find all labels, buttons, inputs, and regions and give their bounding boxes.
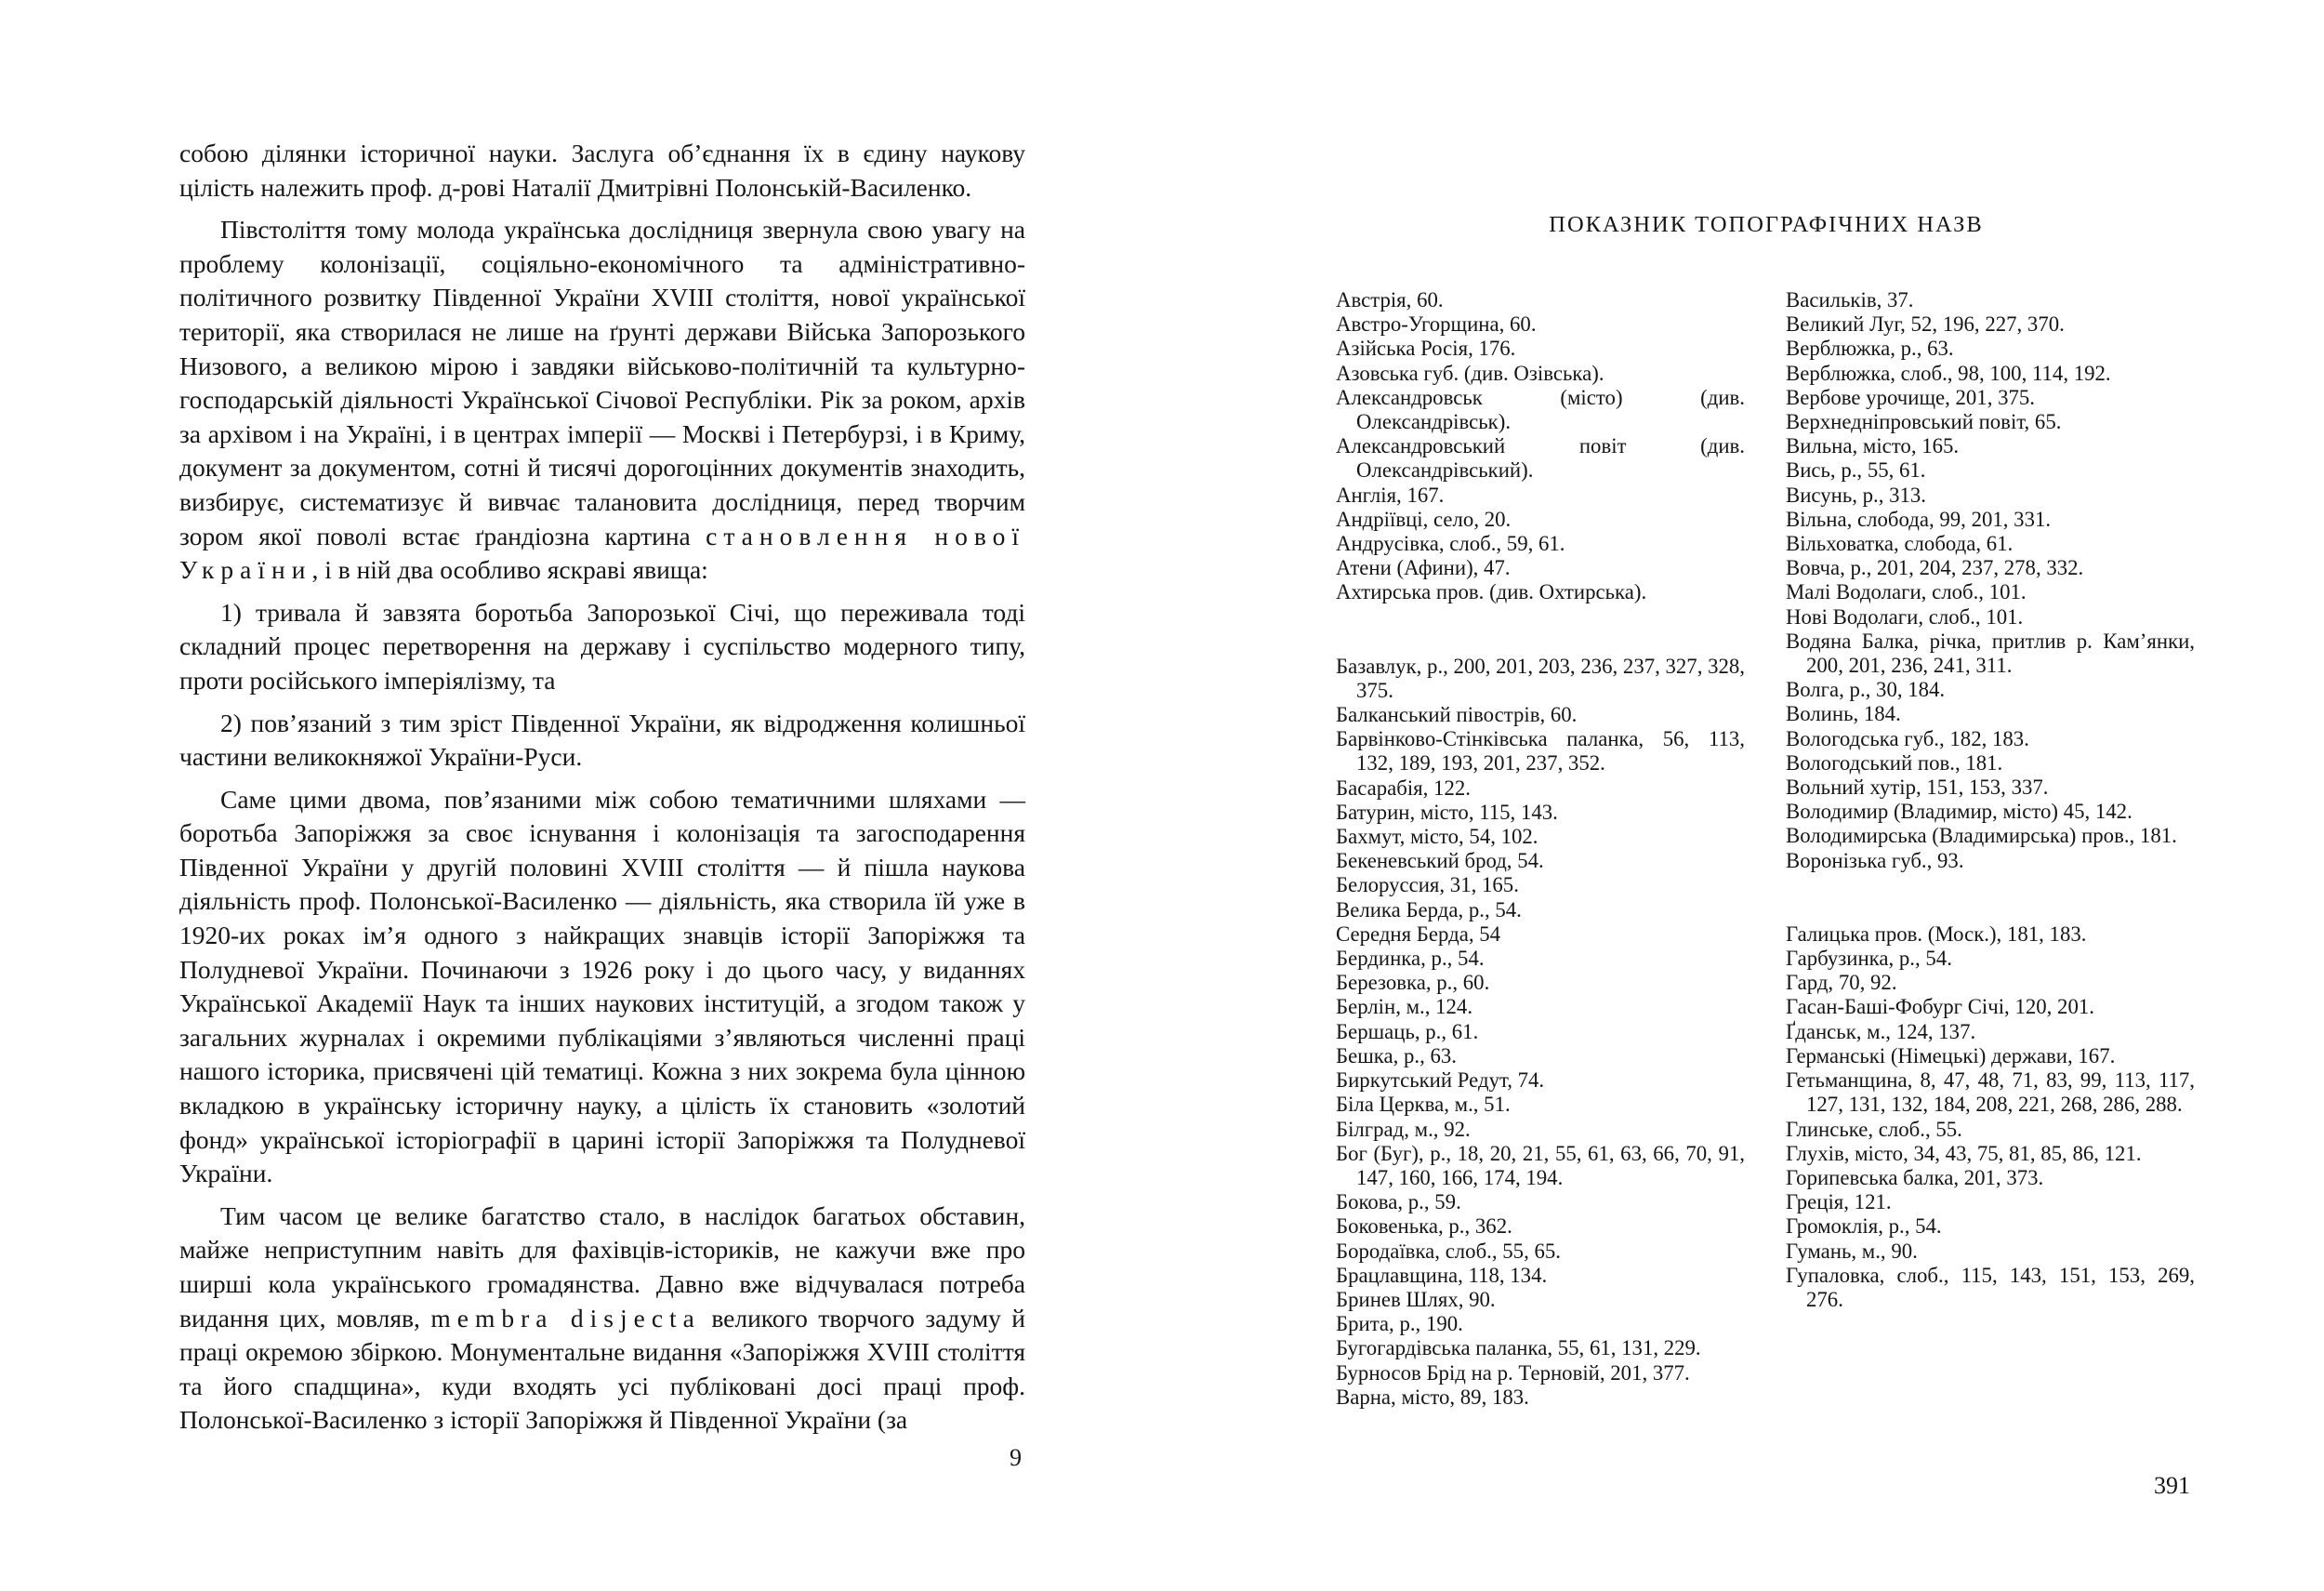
- index-entry: Бахмут, місто, 54, 102.: [1336, 825, 1538, 849]
- spaced-emphasis: становлення нової України: [179, 521, 1026, 585]
- index-entry: Верблюжка, слоб., 98, 100, 114, 192.: [1786, 361, 2111, 385]
- index-column-left: [1336, 288, 1745, 1410]
- index-entry: Вовча, р., 201, 204, 237, 278, 332.: [1786, 556, 2084, 580]
- index-entry: Барвінково-Стінківська паланка, 56, 113, 132, 189, 193, 201, 237, 352.: [1336, 727, 1745, 776]
- index-entry: Бешка, р., 63.: [1336, 1043, 1458, 1067]
- index-entry: Гард, 70, 92.: [1786, 971, 1897, 995]
- index-entry: Березовка, р., 60.: [1336, 971, 1490, 995]
- index-entry: Середня Берда, 54: [1336, 921, 1501, 946]
- index-entry: Андрусівка, слоб., 59, 61.: [1336, 532, 1565, 556]
- paragraph: 2) пов’язаний з тим зріст Південної України, як відродження колишньої частини великокняжої України-Руси.: [179, 708, 1025, 772]
- index-entry: Малі Водолаги, слоб., 101.: [1786, 580, 2027, 604]
- index-entry: Висунь, р., 313.: [1786, 483, 1927, 507]
- index-entry: Верхнедніпровський повіт, 65.: [1786, 410, 2062, 434]
- index-entry: Вись, р., 55, 61.: [1786, 458, 1926, 483]
- index-entry: Брита, р., 190.: [1336, 1312, 1463, 1336]
- page-number: 391: [2154, 1472, 2190, 1499]
- index-entry: Бершаць, р., 61.: [1336, 1019, 1479, 1043]
- index-entry: Гетьманщина, 8, 47, 48, 71, 83, 99, 113, 117, 127, 131, 132, 184, 208, 221, 268, 286, 288.: [1786, 1068, 2195, 1117]
- index-entry: Александровський повіт (див. Олександрівський).: [1336, 434, 1745, 483]
- index-entry: Володимирська (Владимирська) пров., 181.: [1786, 824, 2177, 848]
- index-entry: Бринев Шлях, 90.: [1336, 1287, 1496, 1311]
- index-entry: Громоклія, р., 54.: [1786, 1214, 1942, 1239]
- index-entry: Горипевська балка, 201, 373.: [1786, 1165, 2044, 1189]
- index-entry: Бугогардівська паланка, 55, 61, 131, 229.: [1336, 1336, 1701, 1360]
- index-entry: Андріївці, село, 20.: [1336, 507, 1512, 531]
- index-entry: Гарбузинка, р., 54.: [1786, 947, 1952, 971]
- index-entry: Англія, 167.: [1336, 483, 1445, 507]
- index-entry: Греція, 121.: [1786, 1190, 1892, 1214]
- spaced-emphasis: membra disjecta: [430, 1303, 701, 1332]
- index-entry: Гумань, м., 90.: [1786, 1239, 1918, 1263]
- paragraph: собою ділянки історичної науки. Заслуга об’єднання їх в єдину наукову цілість належить проф. д-рові Наталії Дмитрівні Полонській-Василенко.: [179, 139, 1025, 202]
- index-entry: Ґданськ, м., 124, 137.: [1786, 1019, 1976, 1043]
- letter-group-gap: [1336, 605, 1745, 655]
- index-entry: Александровськ (місто) (див. Олександрівськ).: [1336, 385, 1745, 434]
- index-entry: Вологодська губ., 182, 183.: [1786, 726, 2029, 750]
- letter-group-gap: [1786, 873, 2195, 922]
- paragraph: Тим часом це велике багатство стало, в наслідок багатьох обставин, майже неприступним навіть для фахівців-істориків, не кажучи вже про ширші кола українського громадянства. Давно вже відчувалася потреба видання цих, мовляв, membra disjecta великого творчого задуму й праці окремою збіркою. Монументальне видання «Запоріжжя XVIII століття та його спадщина», куди входять усі публіковані досі праці проф. Полонської-Василенко з історії Запоріжжя й Південної України (за: [179, 1200, 1026, 1435]
- index-entry: Волинь, 184.: [1786, 702, 1901, 726]
- index-entry: Глинське, слоб., 55.: [1786, 1117, 1962, 1141]
- index-entry: Верблюжка, р., 63.: [1786, 337, 1954, 361]
- index-entry: Вольний хутір, 151, 153, 337.: [1786, 776, 2049, 800]
- paragraph: 1) тривала й завзята боротьба Запорозької Січі, що переживала тоді складний процес перетворення на державу і суспільство модерного типу, проти російського імперіялізму, та: [179, 597, 1025, 695]
- body-text: [179, 137, 1025, 1446]
- index-entry: Басарабія, 122.: [1336, 776, 1471, 800]
- index-entry: Водяна Балка, річка, притлив р. Кам’янки, 200, 201, 236, 241, 311.: [1786, 629, 2195, 678]
- index-entry: Гасан-Баші-Фобург Січі, 120, 201.: [1786, 995, 2094, 1019]
- index-title: ПОКАЗНИК ТОПОГРАФІЧНИХ НАЗВ: [1549, 212, 1984, 237]
- index-entry: Берлін, м., 124.: [1336, 995, 1473, 1019]
- index-entry: Великий Луг, 52, 196, 227, 370.: [1786, 312, 2065, 337]
- index-entry: Атени (Афини), 47.: [1336, 556, 1511, 580]
- index-entry: Бородаївка, слоб., 55, 65.: [1336, 1239, 1561, 1263]
- index-entry: Базавлук, р., 200, 201, 203, 236, 237, 327, 328, 375.: [1336, 654, 1745, 702]
- index-entry: Волга, р., 30, 184.: [1786, 678, 1946, 702]
- index-entry: Вільховатка, слобода, 61.: [1786, 532, 2014, 556]
- index-entry: Вільна, слобода, 99, 201, 331.: [1786, 507, 2052, 531]
- paragraph: Півстоліття тому молода українська дослідниця звернула свою увагу на проблему колонізації, соціяльно-економічного та адміністративно-політичного розвитку Південної України XVIII століття, нової української території, яка створилася не лише на ґрунті держави Війська Запорозького Низового, а великою мірою і завдяки військово-політичній та культурно-господарській діяльності Української Січової Республіки. Рік за роком, архів за архівом і на Україні, і в центрах імперії — Москві і Петербурзі, і в Криму, документ за документом, сотні й тисячі дорогоцінних документів знаходить, визбирує, систематизує й вивчає талановита дослідниця, перед творчим зором якої поволі встає ґрандіозна картина становлення нової України, і в ній два особливо яскраві явища:: [179, 215, 1026, 585]
- index-entry: Галицька пров. (Моск.), 181, 183.: [1786, 921, 2087, 946]
- index-entry: Белоруссия, 31, 165.: [1336, 873, 1519, 897]
- index-entry: Азійська Росія, 176.: [1336, 337, 1516, 361]
- index-entry: Воронізька губ., 93.: [1786, 848, 1964, 872]
- index-entry: Біла Церква, м., 51.: [1336, 1093, 1511, 1117]
- index-entry: Бокова, р., 59.: [1336, 1190, 1461, 1214]
- paragraph: Саме цими двома, пов’язаними між собою тематичними шляхами — боротьба Запоріжжя за своє існування і колонізація та загосподарення Південної України у другій половині XVIII століття — й пішла наукова діяльність проф. Полонської-Василенко — діяльність, яка створила їй уже в 1920-их роках ім’я одного з найкращих знавців історії Запоріжжя та Полудневої України. Починаючи з 1926 року і до цього часу, у виданнях Української Академії Наук та інших наукових інституцій, а згодом також у загальних журналах і окремими публікаціями з’являються численні праці нашого історика, присвячені цій тематиці. Кожна з них зокрема була цінною вкладкою в українську історичну науку, а цілість їх становить «золотий фонд» української історіографії в царині історії Запоріжжя та Полудневої України.: [179, 784, 1025, 1188]
- index-entry: Володимир (Владимир, місто) 45, 142.: [1786, 800, 2133, 824]
- index-entry: Білград, м., 92.: [1336, 1117, 1471, 1141]
- index-entry: Вологодський пов., 181.: [1786, 750, 2003, 775]
- index-entry: Германські (Німецькі) держави, 167.: [1786, 1043, 2116, 1067]
- index-entry: Балканський півострів, 60.: [1336, 703, 1578, 727]
- index-entry: Брацлавщина, 118, 134.: [1336, 1263, 1548, 1287]
- page-number: 9: [1010, 1444, 1022, 1471]
- index-entry: Бурносов Брід на р. Терновій, 201, 377.: [1336, 1360, 1690, 1385]
- index-entry: Нові Водолаги, слоб., 101.: [1786, 604, 2024, 629]
- index-entry: Ахтирська пров. (див. Охтирська).: [1336, 580, 1647, 604]
- index-entry: Вильна, місто, 165.: [1786, 434, 1960, 458]
- index-entry: Австро-Угорщина, 60.: [1336, 312, 1537, 337]
- index-entry: Васильків, 37.: [1786, 288, 1914, 312]
- index-entry: Батурин, місто, 115, 143.: [1336, 800, 1558, 824]
- index-entry: Биркутський Редут, 74.: [1336, 1068, 1545, 1093]
- index-entry: Вербове урочище, 201, 375.: [1786, 385, 2035, 409]
- index-entry: Боковенька, р., 362.: [1336, 1214, 1512, 1239]
- index-entry: Гупаловка, слоб., 115, 143, 151, 153, 269, 276.: [1786, 1263, 2195, 1311]
- index-entry: Глухів, місто, 34, 43, 75, 81, 85, 86, 121.: [1786, 1141, 2142, 1165]
- index-entry: Бог (Буг), р., 18, 20, 21, 55, 61, 63, 66, 70, 91, 147, 160, 166, 174, 194.: [1336, 1141, 1745, 1189]
- index-entry: Азовська губ. (див. Озівська).: [1336, 361, 1604, 385]
- index-entry: Австрія, 60.: [1336, 288, 1444, 312]
- index-entry: Велика Берда, р., 54.: [1336, 897, 1522, 921]
- index-entry: Бердинка, р., 54.: [1336, 947, 1485, 971]
- index-entry: Варна, місто, 89, 183.: [1336, 1385, 1529, 1409]
- index-column-right: [1786, 288, 2195, 1312]
- index-entry: Бекеневський брод, 54.: [1336, 849, 1544, 873]
